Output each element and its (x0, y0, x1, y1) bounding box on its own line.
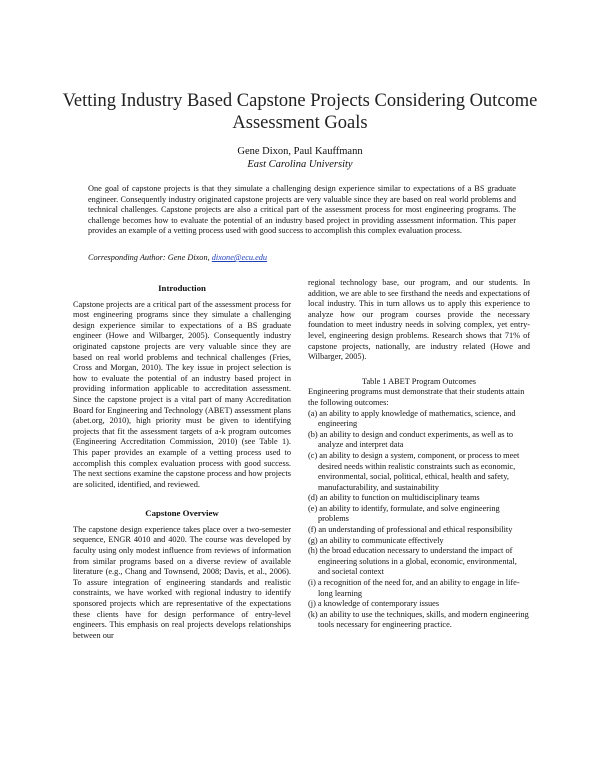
outcome-item-j: (j) a knowledge of contemporary issues (308, 599, 440, 609)
paper-authors: Gene Dixon, Paul Kauffmann (237, 146, 363, 157)
outcome-item-k: (k) an ability to use the techniques, skills, and modern engineering tools necessary for engineering practice. (308, 609, 529, 630)
corresponding-email-link[interactable]: dixone@ecu.edu (211, 253, 268, 262)
table-caption: Table 1 ABET Program Outcomes (361, 376, 477, 386)
outcomes-list (308, 409, 530, 631)
outcome-item-g: (g) an ability to communicate effectively (308, 535, 444, 545)
capstone-overview-body: The capstone design experience takes place over a two-semester sequence, ENGR 4010 and 4020. The course was developed by faculty using only modest influence from reviews of information from similar programs based on a diverse review of available literature (e.g., Chang and Townsend, 2008; Davis, et al., 2006). To assure integration of engineering standards and realistic constraints, we have worked with regional industry to identify sponsored projects which are representative of the expectations these clients have for design performance of entry-level engineers. This emphasis on real projects develops relationships between our (73, 524, 291, 640)
capstone-overview-heading: Capstone Overview (145, 508, 219, 519)
outcomes-intro: Engineering programs must demonstrate that their students attain the following outcomes: (308, 387, 525, 407)
outcome-item-h: (h) the broad education necessary to understand the impact of engineering solutions in a global, economic, environmental, and societal context (308, 546, 517, 577)
introduction-heading: Introduction (158, 283, 206, 293)
outcome-item-b: (b) an ability to design and conduct experiments, as well as to analyze and interpret data (308, 429, 514, 450)
outcome-item-e: (e) an ability to identify, formulate, and solve engineering problems (308, 503, 500, 524)
paper-affiliation: East Carolina University (247, 159, 353, 170)
outcome-item-i: (i) a recognition of the need for, and an ability to engage in life-long learning (308, 578, 520, 598)
outcome-item-f: (f) an understanding of professional and ethical responsibility (308, 525, 513, 535)
left-column (73, 283, 291, 641)
corresponding-author (88, 253, 516, 264)
overview-continuation: regional technology base, our program, and our students. In addition, we are able to see firsthand the needs and expectations of local industry. This in turn allows us to apply this experience to analyze how our program courses provide the necessary foundation to meet industry needs in solving complex, yet entry-level, engineering design problems. Research shows that 71% of capstone projects, nationally, are industry related (Howe and Wilbarger, 2005). (308, 278, 530, 362)
right-column (308, 278, 530, 631)
introduction-body: Capstone projects are a critical part of the assessment process for most engineering programs since they simulate a challenging design experience similar to expectations of a BS graduate engineer (Howe and Wilbarger, 2005). Consequently industry originated capstone projects are very valuable since they are based on real world problems and technical challenges (Fries, Cross and Morgan, 2010). The key issue in project selection is how to evaluate the potential of an industry based project in providing information applicable to accreditation assessment. Since the capstone project is a vital part of many Accreditation Board for Engineering and Technology (ABET) assessment plans (abet.org, 2010), high priority must be given to identifying projects that fit the assessment targets of a-k program outcomes (Engineering Accreditation Commission, 2010) (see Table 1). This paper provides an example of a vetting process used to accomplish this complex evaluation process with good success. The next sections examine the capstone process and how projects are solicited, identified, and reviewed. (73, 299, 291, 489)
corresponding-author-label: Corresponding Author: Gene Dixon, (88, 253, 212, 262)
outcome-item-c: (c) an ability to design a system, component, or process to meet desired needs within realistic constraints such as economic, environmental, social, political, ethical, health and safety, manufacturability, and sustainability (308, 450, 520, 492)
outcome-item-d: (d) an ability to function on multidisciplinary teams (308, 493, 480, 503)
paper-abstract: One goal of capstone projects is that they simulate a challenging design experience similar to expectations of a BS graduate engineer. Consequently industry originated capstone projects are very valuable since they are based on real world problems and technical challenges. Capstone projects are also a critical part of the assessment process for most engineering programs. The challenge becomes how to evaluate the potential of an industry based project in providing assessment information. This paper provides an example of a vetting process used with good success to accomplish this complex evaluation process. (88, 184, 516, 236)
outcome-item-a: (a) an ability to apply knowledge of mathematics, science, and engineering (308, 408, 516, 429)
paper-title: Vetting Industry Based Capstone Projects Considering Outcome Assessment Goals (62, 91, 538, 133)
